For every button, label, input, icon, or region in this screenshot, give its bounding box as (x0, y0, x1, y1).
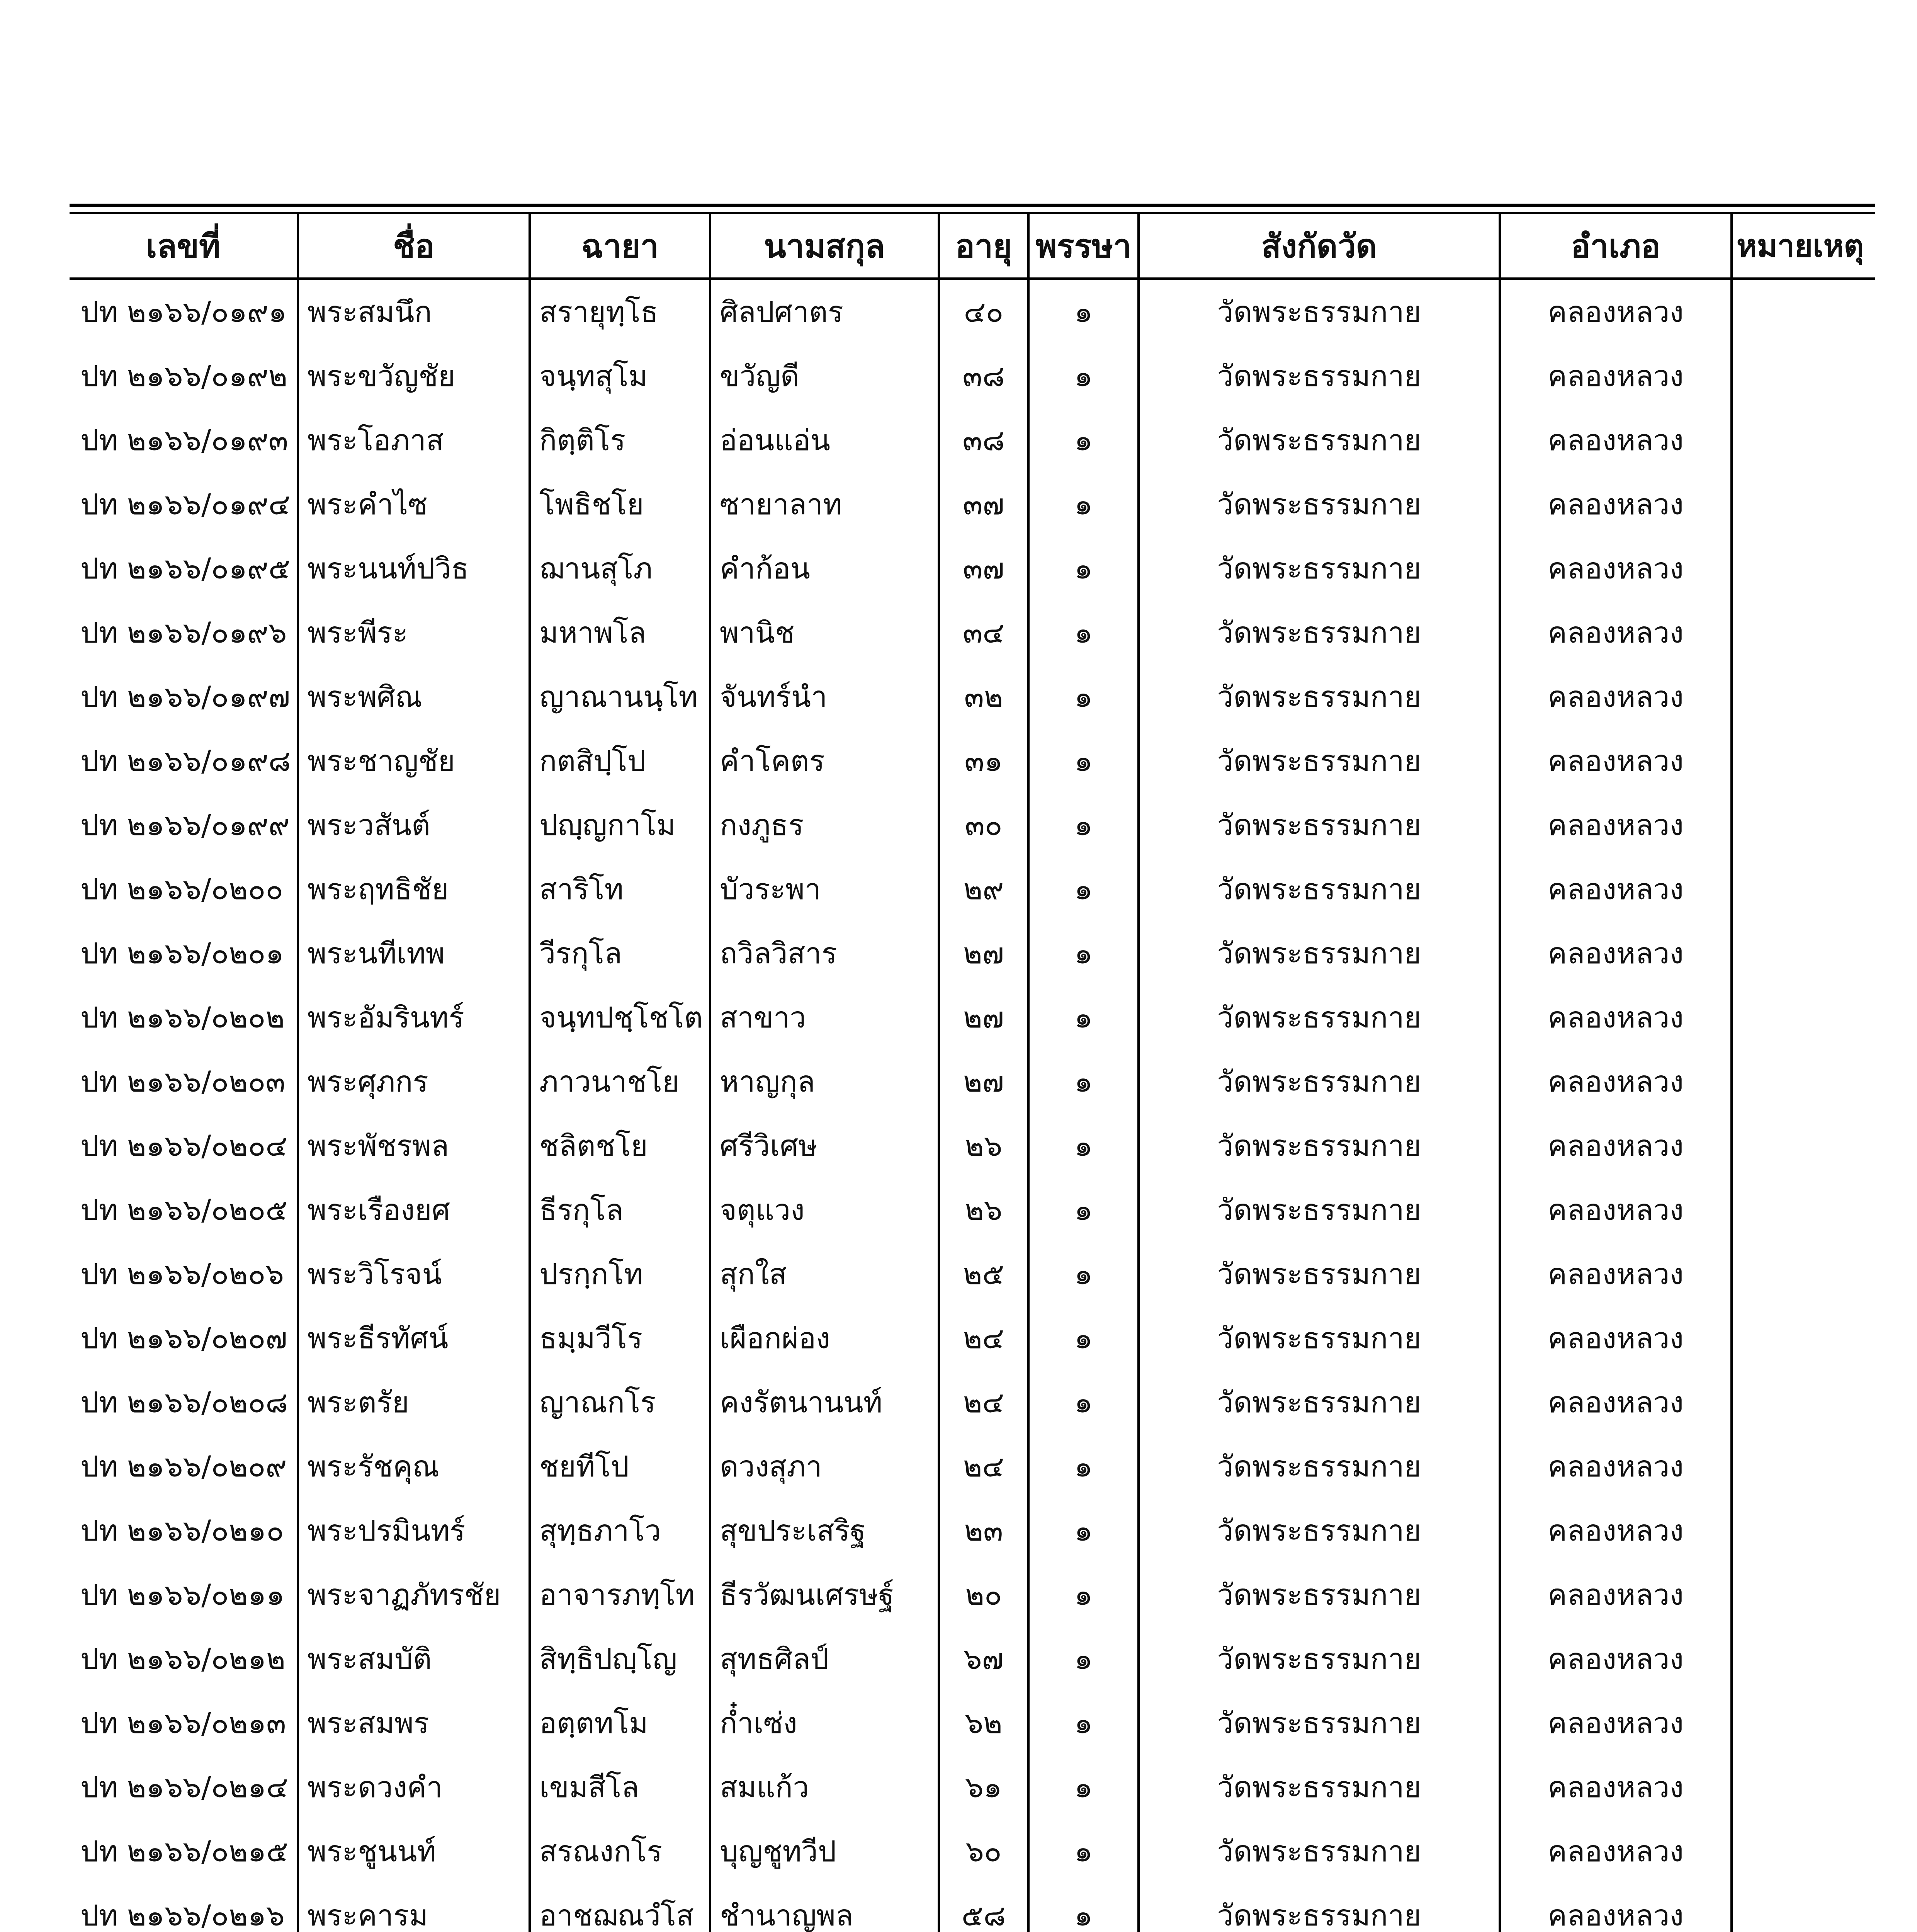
cell-no: ปท ๒๑๖๖/๐๑๙๘ (80, 743, 291, 778)
cell-chaya: สุทฺธภาโว (530, 1498, 710, 1563)
cell-no: ปท ๒๑๖๖/๐๒๐๔ (80, 1128, 288, 1163)
cell-remarks (1732, 1691, 1875, 1755)
cell-chaya: ฌานสุโภ (530, 536, 710, 600)
cell-no: ปท ๒๑๖๖/๐๒๐๙ (80, 1449, 287, 1483)
cell-age: ๓๗ (939, 536, 1028, 600)
cell-amphoe: คลองหลวง (1500, 344, 1732, 408)
cell-name: พระคารม (298, 1883, 530, 1932)
cell-remarks (1732, 1627, 1875, 1691)
cell-age: ๒๙ (939, 857, 1028, 921)
cell-wat: วัดพระธรรมกาย (1139, 857, 1500, 921)
cell-wat: วัดพระธรรมกาย (1139, 1883, 1500, 1932)
cell-chaya: สาริโท (530, 857, 710, 921)
cell-age: ๒๗ (939, 985, 1028, 1049)
cell-amphoe: คลองหลวง (1500, 985, 1732, 1049)
monk-register-table (70, 214, 1875, 1932)
cell-no: ปท ๒๑๖๖/๐๒๑๓ (80, 1706, 286, 1740)
table-row (70, 1178, 1875, 1242)
header-age: อายุ (939, 214, 1028, 279)
cell-phansa: ๑ (1028, 344, 1139, 408)
cell-surname: เผือกผ่อง (710, 1306, 939, 1370)
cell-remarks (1732, 1819, 1875, 1883)
table-row (70, 344, 1875, 408)
cell-remarks (1732, 279, 1875, 344)
cell-surname: คำก้อน (710, 536, 939, 600)
cell-chaya: ชลิตชโย (530, 1114, 710, 1178)
cell-wat: วัดพระธรรมกาย (1139, 1178, 1500, 1242)
cell-phansa: ๑ (1028, 408, 1139, 472)
cell-remarks (1732, 1370, 1875, 1434)
table-row (70, 793, 1875, 857)
cell-no: ปท ๒๑๖๖/๐๒๐๒ (80, 1000, 285, 1034)
cell-chaya: อตฺตทโม (530, 1691, 710, 1755)
cell-surname: บัวระพา (710, 857, 939, 921)
cell-amphoe: คลองหลวง (1500, 536, 1732, 600)
cell-no: ปท ๒๑๖๖/๐๒๑๐ (80, 1513, 284, 1548)
cell-phansa: ๑ (1028, 921, 1139, 985)
cell-remarks (1732, 1178, 1875, 1242)
cell-amphoe: คลองหลวง (1500, 1114, 1732, 1178)
cell-wat: วัดพระธรรมกาย (1139, 1370, 1500, 1434)
cell-chaya: จนฺทสุโม (530, 344, 710, 408)
cell-surname: ธีรวัฒนเศรษฐ์ (710, 1563, 939, 1627)
cell-chaya: ญาณกโร (530, 1370, 710, 1434)
cell-amphoe: คลองหลวง (1500, 1370, 1732, 1434)
table-row (70, 665, 1875, 729)
cell-age: ๖๒ (939, 1691, 1028, 1755)
cell-remarks (1732, 665, 1875, 729)
table-row (70, 921, 1875, 985)
cell-phansa: ๑ (1028, 857, 1139, 921)
cell-chaya: ชยทีโป (530, 1434, 710, 1498)
table-row (70, 279, 1875, 344)
cell-name: พระพัชรพล (298, 1114, 530, 1178)
cell-no: ปท ๒๑๖๖/๐๑๙๖ (80, 615, 287, 650)
cell-wat: วัดพระธรรมกาย (1139, 1691, 1500, 1755)
cell-remarks (1732, 1755, 1875, 1819)
cell-phansa: ๑ (1028, 1434, 1139, 1498)
cell-name: พระขวัญชัย (298, 344, 530, 408)
cell-amphoe: คลองหลวง (1500, 1178, 1732, 1242)
cell-amphoe: คลองหลวง (1500, 1563, 1732, 1627)
cell-remarks (1732, 1563, 1875, 1627)
cell-remarks (1732, 1498, 1875, 1563)
cell-name: พระชาญชัย (298, 729, 530, 793)
table-row (70, 1819, 1875, 1883)
cell-age: ๒๖ (939, 1114, 1028, 1178)
table-row (70, 1627, 1875, 1691)
cell-chaya: อาจารภทฺโท (530, 1563, 710, 1627)
cell-amphoe: คลองหลวง (1500, 1883, 1732, 1932)
cell-remarks (1732, 472, 1875, 536)
cell-phansa: ๑ (1028, 536, 1139, 600)
cell-remarks (1732, 1049, 1875, 1114)
cell-surname: ถวิลวิสาร (710, 921, 939, 985)
cell-age: ๖๐ (939, 1819, 1028, 1883)
cell-surname: หาญกุล (710, 1049, 939, 1114)
cell-age: ๓๘ (939, 408, 1028, 472)
header-chaya: ฉายา (530, 214, 710, 279)
cell-amphoe: คลองหลวง (1500, 472, 1732, 536)
cell-remarks (1732, 985, 1875, 1049)
cell-surname: ดวงสุภา (710, 1434, 939, 1498)
cell-wat: วัดพระธรรมกาย (1139, 1049, 1500, 1114)
cell-name: พระพีระ (298, 600, 530, 665)
cell-wat: วัดพระธรรมกาย (1139, 279, 1500, 344)
cell-age: ๖๗ (939, 1627, 1028, 1691)
cell-name: พระฤทธิชัย (298, 857, 530, 921)
cell-phansa: ๑ (1028, 1819, 1139, 1883)
table-row (70, 985, 1875, 1049)
header-surname: นามสกุล (710, 214, 939, 279)
cell-no: ปท ๒๑๖๖/๐๑๙๕ (80, 551, 291, 585)
cell-age: ๒๔ (939, 1370, 1028, 1434)
header-amphoe: อำเภอ (1500, 214, 1732, 279)
cell-phansa: ๑ (1028, 1178, 1139, 1242)
cell-chaya: จนฺทปชฺโชโต (530, 985, 710, 1049)
cell-phansa: ๑ (1028, 1883, 1139, 1932)
cell-phansa: ๑ (1028, 1242, 1139, 1306)
table-row (70, 536, 1875, 600)
cell-age: ๓๒ (939, 665, 1028, 729)
cell-phansa: ๑ (1028, 472, 1139, 536)
cell-wat: วัดพระธรรมกาย (1139, 1434, 1500, 1498)
cell-phansa: ๑ (1028, 985, 1139, 1049)
cell-name: พระจาฏภัทรชัย (298, 1563, 530, 1627)
cell-name: พระวิโรจน์ (298, 1242, 530, 1306)
cell-no: ปท ๒๑๖๖/๐๒๐๗ (80, 1321, 287, 1355)
table-row (70, 1370, 1875, 1434)
cell-name: พระนนท์ปวิธ (298, 536, 530, 600)
cell-surname: สุทธศิลป์ (710, 1627, 939, 1691)
header-no: เลขที่ (70, 214, 298, 279)
cell-amphoe: คลองหลวง (1500, 600, 1732, 665)
cell-amphoe: คลองหลวง (1500, 1049, 1732, 1114)
table-row (70, 1883, 1875, 1932)
cell-wat: วัดพระธรรมกาย (1139, 536, 1500, 600)
cell-age: ๓๗ (939, 472, 1028, 536)
cell-phansa: ๑ (1028, 729, 1139, 793)
table-top-rule (70, 204, 1875, 207)
cell-phansa: ๑ (1028, 1114, 1139, 1178)
header-phansa: พรรษา (1028, 214, 1139, 279)
cell-chaya: วีรกุโล (530, 921, 710, 985)
cell-age: ๒๔ (939, 1434, 1028, 1498)
cell-wat: วัดพระธรรมกาย (1139, 408, 1500, 472)
cell-no: ปท ๒๑๖๖/๐๑๙๒ (80, 359, 288, 393)
cell-remarks (1732, 857, 1875, 921)
cell-chaya: ปญฺญกาโม (530, 793, 710, 857)
cell-surname: จันทร์นำ (710, 665, 939, 729)
table-row (70, 1563, 1875, 1627)
header-remarks: หมายเหตุ (1732, 214, 1875, 279)
cell-wat: วัดพระธรรมกาย (1139, 985, 1500, 1049)
cell-surname: พานิช (710, 600, 939, 665)
cell-wat: วัดพระธรรมกาย (1139, 1306, 1500, 1370)
cell-remarks (1732, 344, 1875, 408)
cell-name: พระสมพร (298, 1691, 530, 1755)
cell-amphoe: คลองหลวง (1500, 279, 1732, 344)
cell-surname: ขวัญดี (710, 344, 939, 408)
cell-chaya: ภาวนาชโย (530, 1049, 710, 1114)
cell-phansa: ๑ (1028, 279, 1139, 344)
table-row (70, 408, 1875, 472)
cell-chaya: ปรกฺกโท (530, 1242, 710, 1306)
cell-no: ปท ๒๑๖๖/๐๑๙๓ (80, 423, 289, 457)
cell-wat: วัดพระธรรมกาย (1139, 793, 1500, 857)
cell-no: ปท ๒๑๖๖/๐๑๙๗ (80, 679, 291, 714)
cell-chaya: กตสิปฺโป (530, 729, 710, 793)
cell-remarks (1732, 600, 1875, 665)
cell-amphoe: คลองหลวง (1500, 1306, 1732, 1370)
cell-surname: ซายาลาท (710, 472, 939, 536)
cell-age: ๒๗ (939, 921, 1028, 985)
monk-register-table-wrapper (70, 204, 1875, 1932)
cell-wat: วัดพระธรรมกาย (1139, 1627, 1500, 1691)
cell-no: ปท ๒๑๖๖/๐๒๐๓ (80, 1064, 286, 1099)
cell-name: พระชูนนท์ (298, 1819, 530, 1883)
cell-chaya: มหาพโล (530, 600, 710, 665)
cell-no: ปท ๒๑๖๖/๐๑๙๑ (80, 294, 287, 329)
cell-chaya: กิตฺติโร (530, 408, 710, 472)
cell-surname: กงภูธร (710, 793, 939, 857)
cell-amphoe: คลองหลวง (1500, 665, 1732, 729)
table-top-gap (70, 207, 1875, 212)
cell-name: พระดวงคำ (298, 1755, 530, 1819)
cell-no: ปท ๒๑๖๖/๐๒๐๑ (80, 936, 284, 970)
table-row (70, 1114, 1875, 1178)
table-body (70, 279, 1875, 1932)
cell-chaya: เขมสีโล (530, 1755, 710, 1819)
cell-amphoe: คลองหลวง (1500, 1819, 1732, 1883)
cell-name: พระรัชคุณ (298, 1434, 530, 1498)
cell-chaya: ญาณานนฺโท (530, 665, 710, 729)
cell-phansa: ๑ (1028, 1755, 1139, 1819)
cell-amphoe: คลองหลวง (1500, 729, 1732, 793)
cell-amphoe: คลองหลวง (1500, 1498, 1732, 1563)
cell-amphoe: คลองหลวง (1500, 793, 1732, 857)
cell-remarks (1732, 729, 1875, 793)
table-row (70, 1434, 1875, 1498)
cell-remarks (1732, 1306, 1875, 1370)
cell-surname: ศรีวิเศษ (710, 1114, 939, 1178)
cell-surname: ชำนาญพล (710, 1883, 939, 1932)
cell-age: ๓๔ (939, 600, 1028, 665)
cell-no: ปท ๒๑๖๖/๐๒๐๘ (80, 1385, 288, 1419)
cell-amphoe: คลองหลวง (1500, 408, 1732, 472)
cell-amphoe: คลองหลวง (1500, 921, 1732, 985)
cell-phansa: ๑ (1028, 1498, 1139, 1563)
table-row (70, 1691, 1875, 1755)
cell-amphoe: คลองหลวง (1500, 857, 1732, 921)
cell-age: ๒๗ (939, 1049, 1028, 1114)
cell-no: ปท ๒๑๖๖/๐๒๐๖ (80, 1257, 284, 1291)
cell-phansa: ๑ (1028, 1370, 1139, 1434)
cell-name: พระธีรทัศน์ (298, 1306, 530, 1370)
cell-remarks (1732, 1434, 1875, 1498)
cell-name: พระตรัย (298, 1370, 530, 1434)
cell-remarks (1732, 1114, 1875, 1178)
cell-wat: วัดพระธรรมกาย (1139, 600, 1500, 665)
cell-phansa: ๑ (1028, 1691, 1139, 1755)
cell-phansa: ๑ (1028, 1563, 1139, 1627)
cell-name: พระอัมรินทร์ (298, 985, 530, 1049)
cell-remarks (1732, 921, 1875, 985)
cell-no: ปท ๒๑๖๖/๐๒๑๕ (80, 1834, 289, 1868)
table-row (70, 1498, 1875, 1563)
table-row (70, 1306, 1875, 1370)
cell-age: ๒๐ (939, 1563, 1028, 1627)
table-row (70, 600, 1875, 665)
table-row (70, 1049, 1875, 1114)
cell-phansa: ๑ (1028, 793, 1139, 857)
cell-wat: วัดพระธรรมกาย (1139, 1242, 1500, 1306)
cell-remarks (1732, 1242, 1875, 1306)
cell-chaya: ธมฺมวีโร (530, 1306, 710, 1370)
header-name: ชื่อ (298, 214, 530, 279)
cell-no: ปท ๒๑๖๖/๐๑๙๙ (80, 808, 290, 842)
cell-surname: จตุแวง (710, 1178, 939, 1242)
cell-no: ปท ๒๑๖๖/๐๒๑๒ (80, 1641, 286, 1676)
cell-amphoe: คลองหลวง (1500, 1434, 1732, 1498)
cell-surname: สาขาว (710, 985, 939, 1049)
cell-surname: คำโคตร (710, 729, 939, 793)
cell-chaya: สรณงกโร (530, 1819, 710, 1883)
header-wat: สังกัดวัด (1139, 214, 1500, 279)
cell-chaya: สิทฺธิปญฺโญ (530, 1627, 710, 1691)
cell-age: ๒๓ (939, 1498, 1028, 1563)
cell-phansa: ๑ (1028, 600, 1139, 665)
cell-surname: บุญชูทวีป (710, 1819, 939, 1883)
header-row (70, 214, 1875, 279)
cell-no: ปท ๒๑๖๖/๐๒๑๖ (80, 1898, 285, 1932)
table-row (70, 1755, 1875, 1819)
cell-name: พระคำไซ (298, 472, 530, 536)
cell-age: ๒๕ (939, 1242, 1028, 1306)
cell-phansa: ๑ (1028, 1627, 1139, 1691)
cell-wat: วัดพระธรรมกาย (1139, 1114, 1500, 1178)
cell-remarks (1732, 408, 1875, 472)
cell-age: ๖๑ (939, 1755, 1028, 1819)
cell-phansa: ๑ (1028, 1306, 1139, 1370)
cell-remarks (1732, 793, 1875, 857)
cell-chaya: สรายุทฺโธ (530, 279, 710, 344)
cell-wat: วัดพระธรรมกาย (1139, 1563, 1500, 1627)
cell-surname: อ่อนแอ่น (710, 408, 939, 472)
cell-name: พระเรืองยศ (298, 1178, 530, 1242)
cell-amphoe: คลองหลวง (1500, 1242, 1732, 1306)
cell-phansa: ๑ (1028, 1049, 1139, 1114)
cell-name: พระวสันต์ (298, 793, 530, 857)
cell-chaya: ธีรกุโล (530, 1178, 710, 1242)
cell-age: ๔๐ (939, 279, 1028, 344)
cell-no: ปท ๒๑๖๖/๐๒๐๕ (80, 1192, 288, 1227)
cell-amphoe: คลองหลวง (1500, 1627, 1732, 1691)
cell-wat: วัดพระธรรมกาย (1139, 1498, 1500, 1563)
cell-remarks (1732, 536, 1875, 600)
cell-age: ๒๖ (939, 1178, 1028, 1242)
table-row (70, 472, 1875, 536)
cell-name: พระศุภกร (298, 1049, 530, 1114)
cell-remarks (1732, 1883, 1875, 1932)
cell-no: ปท ๒๑๖๖/๐๒๑๑ (80, 1577, 285, 1612)
table-row (70, 857, 1875, 921)
cell-wat: วัดพระธรรมกาย (1139, 1819, 1500, 1883)
cell-name: พระนทีเทพ (298, 921, 530, 985)
cell-name: พระปรมินทร์ (298, 1498, 530, 1563)
cell-wat: วัดพระธรรมกาย (1139, 1755, 1500, 1819)
cell-wat: วัดพระธรรมกาย (1139, 472, 1500, 536)
cell-age: ๒๔ (939, 1306, 1028, 1370)
table-row (70, 1242, 1875, 1306)
cell-surname: สมแก้ว (710, 1755, 939, 1819)
cell-surname: สุขประเสริฐ (710, 1498, 939, 1563)
cell-age: ๓๑ (939, 729, 1028, 793)
cell-wat: วัดพระธรรมกาย (1139, 921, 1500, 985)
cell-name: พระพศิณ (298, 665, 530, 729)
cell-phansa: ๑ (1028, 665, 1139, 729)
cell-age: ๓๐ (939, 793, 1028, 857)
table-row (70, 729, 1875, 793)
cell-chaya: โพธิชโย (530, 472, 710, 536)
cell-amphoe: คลองหลวง (1500, 1755, 1732, 1819)
cell-name: พระสมนึก (298, 279, 530, 344)
cell-wat: วัดพระธรรมกาย (1139, 665, 1500, 729)
cell-age: ๕๘ (939, 1883, 1028, 1932)
cell-surname: ก๋ำเซ่ง (710, 1691, 939, 1755)
cell-chaya: อาชฌณวํโส (530, 1883, 710, 1932)
cell-no: ปท ๒๑๖๖/๐๒๑๔ (80, 1770, 289, 1804)
cell-wat: วัดพระธรรมกาย (1139, 729, 1500, 793)
cell-name: พระโอภาส (298, 408, 530, 472)
cell-surname: คงรัตนานนท์ (710, 1370, 939, 1434)
cell-no: ปท ๒๑๖๖/๐๑๙๔ (80, 487, 291, 521)
cell-surname: ศิลปศาตร (710, 279, 939, 344)
cell-amphoe: คลองหลวง (1500, 1691, 1732, 1755)
cell-name: พระสมบัติ (298, 1627, 530, 1691)
cell-surname: สุกใส (710, 1242, 939, 1306)
cell-age: ๓๘ (939, 344, 1028, 408)
cell-no: ปท ๒๑๖๖/๐๒๐๐ (80, 872, 284, 906)
cell-wat: วัดพระธรรมกาย (1139, 344, 1500, 408)
